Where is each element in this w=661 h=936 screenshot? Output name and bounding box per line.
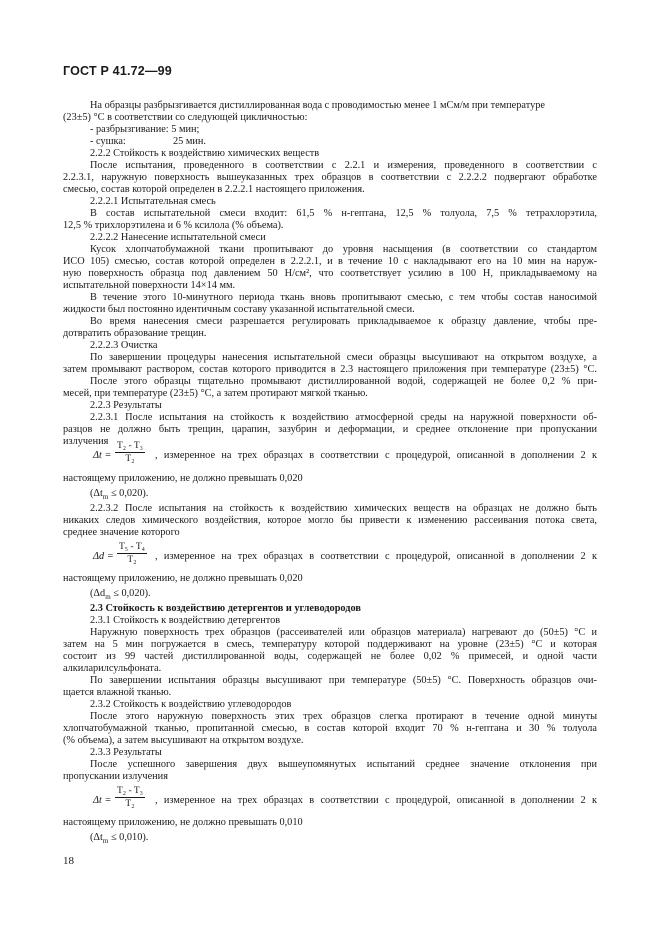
text-line: настоящему приложению, не должно превышать 0,020 (63, 473, 303, 484)
section-heading: 2.2.3 Результаты (90, 400, 162, 411)
text-line: излучения (63, 436, 109, 447)
section-heading: 2.3.3 Результаты (90, 747, 162, 758)
text-line: После этого наружную поверхность этих трех образцов слегка протирают в течение одной минуты (90, 711, 597, 722)
section-heading: 2.3 Стойкость к воздействию детергентов и углеводородов (90, 603, 361, 614)
text-line: дотвратить образование трещин. (63, 328, 207, 339)
text-line: настоящему приложению, не должно превышать 0,020 (63, 573, 303, 584)
text-line: 25 мин. (173, 136, 206, 147)
text-line: В течение этого 10-минутного периода ткань вновь пропитывают смесью, с тем чтобы состав наносимой (90, 292, 597, 303)
section-heading: 2.3.1 Стойкость к воздействию детергентов (90, 615, 281, 626)
formula-denominator: T₂ (117, 553, 147, 565)
document-header: ГОСТ Р 41.72—99 (63, 64, 172, 78)
text-line: 2.2.3.2 После испытания на стойкость к воздействию химических веществ на образцах не должно быть (90, 503, 597, 514)
text-line: алкиларилсульфоната. (63, 663, 162, 674)
text-line: ИСО 105) смесью, состав которой определен в 2.2.2.1, и в течение 10 с накладывают его на 10 мин на наруж- (63, 256, 597, 267)
section-heading: 2.2.2.2 Нанесение испытательной смеси (90, 232, 266, 243)
text-line: испытательной поверхности 14×14 мм. (63, 280, 236, 291)
text-line: смесью, состав которой определен в 2.2.2.1 настоящего приложения. (63, 184, 365, 195)
text-line: состоит из 99 частей дистиллированной воды, содержащей не более 0,02 % примесей, и одной части (63, 651, 597, 662)
text-line: По завершении процедуры нанесения испытательной смеси образцы высушивают на открытом воздухе, а (90, 352, 597, 363)
formula-fraction (115, 786, 145, 809)
text-line: После испытания, проведенного в соответствии с 2.2.1 и измерения, проведенного в соответствии с (90, 160, 597, 171)
section-heading: 2.3.2 Стойкость к воздействию углеводородов (90, 699, 292, 710)
text-line: - сушка: (90, 136, 126, 147)
text-line: Наружную поверхность трех образцов (рассеивателей или образцов материала) нагревают до (50±5) °С и (90, 627, 597, 638)
text-line: 2.2.3.1 После испытания на стойкость к воздействию атмосферной среды на наружной поверхности об- (90, 412, 597, 423)
section-heading: 2.2.2.3 Очистка (90, 340, 158, 351)
text-line: ную поверхность образца под давлением 50 Н/см², что соответствует усилию в 100 Н, прикладываемому на (63, 268, 597, 279)
text-line: После успешного завершения двух вышеупомянутых испытаний среднее значение отклонения при (90, 759, 597, 770)
formula-fraction (115, 441, 145, 464)
text-line: затем промывают раствором, состав которого приводится в 2.3 настоящего приложения при температуре (23±5) °С. (63, 364, 597, 375)
formula-lhs: Δd = (93, 551, 114, 562)
text-line: На образцы разбрызгивается дистиллированная вода с проводимостью менее 1 мСм/м при температуре (90, 100, 545, 111)
formula-inline: $(\Delta t_m \le 0,020)$. (90, 488, 149, 502)
text-line: , измеренное на трех образцах в соответствии с процедурой, описанной в дополнении 2 к (155, 551, 597, 562)
formula-numerator: T₅ - T₄ (119, 542, 145, 552)
text-line: (23±5) °С в соответствии со следующей цикличностью: (63, 112, 308, 123)
formula-fraction (117, 542, 147, 565)
text-line: среднее значение которого (63, 527, 180, 538)
formula-numerator: T₂ - T₃ (117, 441, 143, 451)
section-heading: 2.2.2.1 Испытательная смесь (90, 196, 216, 207)
text-line: затем на 5 мин погружается в смесь, температуру которой поддерживают на уровне (23±5) °С и которая (63, 639, 597, 650)
page-number: 18 (63, 855, 74, 867)
formula-numerator: T₂ - T₃ (117, 786, 143, 796)
formula-inline: $(\Delta d_m \le 0,020)$. (90, 588, 151, 602)
text-line: , измеренное на трех образцах в соответствии с процедурой, описанной в дополнении 2 к (155, 795, 597, 806)
text-line: 2.2.3.1, наружную поверхность вышеуказанных трех образцов в соответствии с 2.2.2.2 подвергают обработке (63, 172, 597, 183)
formula-inline: $(\Delta t_m \le 0,010)$. (90, 832, 149, 846)
text-line: 12,5 % трихлорэтилена и 6 % ксилола (% объема). (63, 220, 284, 231)
text-line: - разбрызгивание: 5 мин; (90, 124, 200, 135)
text-line: пропускании излучения (63, 771, 168, 782)
text-line: , измеренное на трех образцах в соответствии с процедурой, описанной в дополнении 2 к (155, 450, 597, 461)
text-line: месей, при температуре (23±5) °С, а затем протирают мягкой тканью. (63, 388, 368, 399)
section-heading: 2.2.2 Стойкость к воздействию химических веществ (90, 148, 320, 159)
text-line: По завершении испытания образцы высушивают при температуре (50±5) °С. Поверхность образцов очи- (90, 675, 597, 686)
text-line: После этого образцы тщательно промывают дистиллированной водой, содержащей не более 0,2 % при- (90, 376, 597, 387)
text-line: хлопчатобумажной тканью, пропитанной смесью, в состав которой входит 70 % н-гептана и 30 % толуола (63, 723, 597, 734)
formula-lhs: Δt = (93, 795, 112, 806)
text-line: Кусок хлопчатобумажной ткани пропитывают до уровня насыщения (в соответствии со стандартом (90, 244, 597, 255)
formula-denominator: T₂ (115, 452, 145, 464)
text-line: жидкости был постоянно идентичным составу указанной испытательной смеси. (63, 304, 415, 315)
text-line: никаких следов химического воздействия, которое могло бы привести к изменению рассеивания потока света, (63, 515, 597, 526)
formula-lhs: Δt = (93, 450, 112, 461)
text-line: Во время нанесения смеси разрешается регулировать прикладываемое к образцу давление, чтобы пре- (90, 316, 597, 327)
text-line: (% объема), а затем высушивают на открытом воздухе. (63, 735, 304, 746)
formula-denominator: T₂ (115, 797, 145, 809)
text-line: щается влажной тканью. (63, 687, 172, 698)
text-line: В состав испытательной смеси входит: 61,5 % н-гептана, 12,5 % толуола, 7,5 % тетрахлорэтила, (90, 208, 597, 219)
text-line: разцов не должно быть трещин, царапин, зазубрин и деформации, и среднее отклонение при пропускании (63, 424, 597, 435)
text-line: настоящему приложению, не должно превышать 0,010 (63, 817, 303, 828)
